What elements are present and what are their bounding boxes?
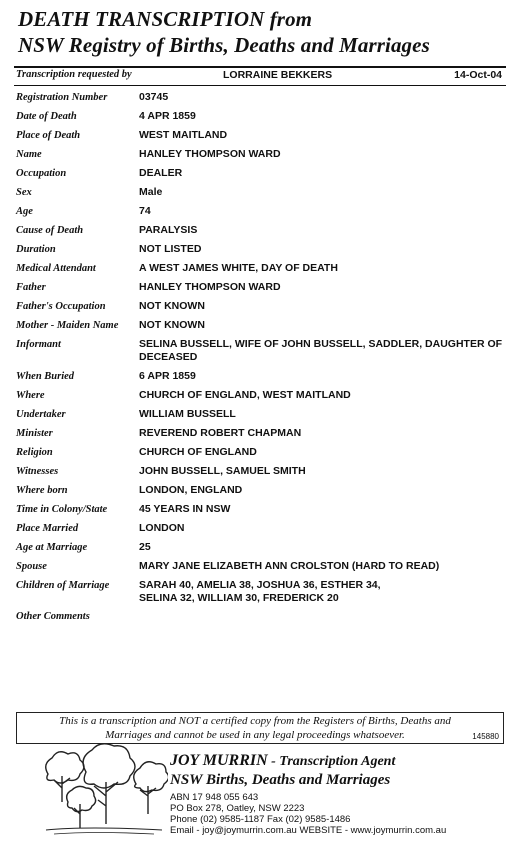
field-value: 6 APR 1859 <box>139 370 196 382</box>
request-rule <box>14 85 506 86</box>
field-value: 74 <box>139 205 151 217</box>
field-label: Where <box>16 390 45 401</box>
disclaimer-code: 145880 <box>472 732 499 741</box>
field-value: 03745 <box>139 91 169 103</box>
field-label: Religion <box>16 447 53 458</box>
field-value: NOT KNOWN <box>139 300 205 312</box>
requester-name: LORRAINE BEKKERS <box>223 69 333 81</box>
field-value: 25 <box>139 541 151 553</box>
field-label: Registration Number <box>16 92 108 103</box>
field-value: 45 YEARS IN NSW <box>139 503 231 515</box>
field-value: WEST MAITLAND <box>139 129 228 141</box>
agent-abn: ABN 17 948 055 643 <box>170 792 259 803</box>
field-value: 4 APR 1859 <box>139 110 196 122</box>
field-value: A WEST JAMES WHITE, DAY OF DEATH <box>139 262 338 274</box>
field-label: Father's Occupation <box>16 301 106 312</box>
field-value: WILLIAM BUSSELL <box>139 408 236 420</box>
field-value: HANLEY THOMPSON WARD <box>139 281 281 293</box>
field-value: MARY JANE ELIZABETH ANN CROLSTON (HARD TO READ) <box>139 560 440 572</box>
agent-email-website: Email - joy@joymurrin.com.au WEBSITE - www.joymurrin.com.au <box>170 825 447 836</box>
field-label: Place Married <box>16 523 79 534</box>
field-label: Age at Marriage <box>16 542 88 553</box>
field-value: NOT KNOWN <box>139 319 205 331</box>
field-value: JOHN BUSSELL, SAMUEL SMITH <box>139 465 306 477</box>
field-label: Mother - Maiden Name <box>16 320 119 331</box>
disclaimer-line2: Marriages and cannot be used in any legal proceedings whatsoever. <box>105 729 405 741</box>
field-value: LONDON <box>139 522 185 534</box>
field-value: HANLEY THOMPSON WARD <box>139 148 281 160</box>
document-title-line2: NSW Registry of Births, Deaths and Marriages <box>18 33 430 57</box>
field-value: PARALYSIS <box>139 224 198 236</box>
field-label: Name <box>16 149 42 160</box>
field-label: Undertaker <box>16 409 66 420</box>
field-value: Male <box>139 186 163 198</box>
disclaimer-text <box>25 714 485 742</box>
trees-logo-icon <box>40 744 168 840</box>
field-label: Place of Death <box>16 130 81 141</box>
disclaimer-line1: This is a transcription and NOT a certified copy from the Registers of Births, Deaths and <box>59 715 451 727</box>
field-label: Sex <box>16 187 32 198</box>
disclaimer-box <box>16 712 504 744</box>
field-value: LONDON, ENGLAND <box>139 484 243 496</box>
agent-role: - Transcription Agent <box>267 754 396 769</box>
request-row <box>16 68 504 84</box>
field-label: Minister <box>16 428 53 439</box>
agent-name: JOY MURRIN <box>170 752 268 769</box>
field-label: Medical Attendant <box>16 263 96 274</box>
field-label: Witnesses <box>16 466 59 477</box>
field-label: Time in Colony/State <box>16 504 108 515</box>
field-label: Duration <box>16 244 56 255</box>
request-label: Transcription requested by <box>16 69 132 80</box>
field-label: Where born <box>16 485 68 496</box>
field-value: SELINA BUSSELL, WIFE OF JOHN BUSSELL, SADDLER, DAUGHTER OF DECEASED <box>139 338 503 363</box>
field-label: Age <box>16 206 33 217</box>
document-title-line1: DEATH TRANSCRIPTION from <box>18 7 313 31</box>
agent-phone: Phone (02) 9585-1187 Fax (02) 9585-1486 <box>170 814 351 825</box>
field-label: Informant <box>16 339 61 350</box>
field-value: CHURCH OF ENGLAND, WEST MAITLAND <box>139 389 351 401</box>
field-label: Father <box>16 282 46 293</box>
field-value: CHURCH OF ENGLAND <box>139 446 257 458</box>
field-label: Other Comments <box>16 611 90 622</box>
field-label: Date of Death <box>16 111 77 122</box>
field-value: REVEREND ROBERT CHAPMAN <box>139 427 302 439</box>
field-label: Children of Marriage <box>16 580 110 591</box>
field-value: DEALER <box>139 167 183 179</box>
field-label: Occupation <box>16 168 67 179</box>
agent-address: PO Box 278, Oatley, NSW 2223 <box>170 803 305 814</box>
agency-name: NSW Births, Deaths and Marriages <box>170 772 391 788</box>
agent-heading <box>170 752 395 770</box>
field-label: Cause of Death <box>16 225 84 236</box>
field-label: When Buried <box>16 371 75 382</box>
field-label: Spouse <box>16 561 47 572</box>
request-date: 14-Oct-04 <box>454 69 502 81</box>
field-value: NOT LISTED <box>139 243 202 255</box>
field-value: SARAH 40, AMELIA 38, JOSHUA 36, ESTHER 34, SELINA 32, WILLIAM 30, FREDERICK 20 <box>139 579 381 604</box>
